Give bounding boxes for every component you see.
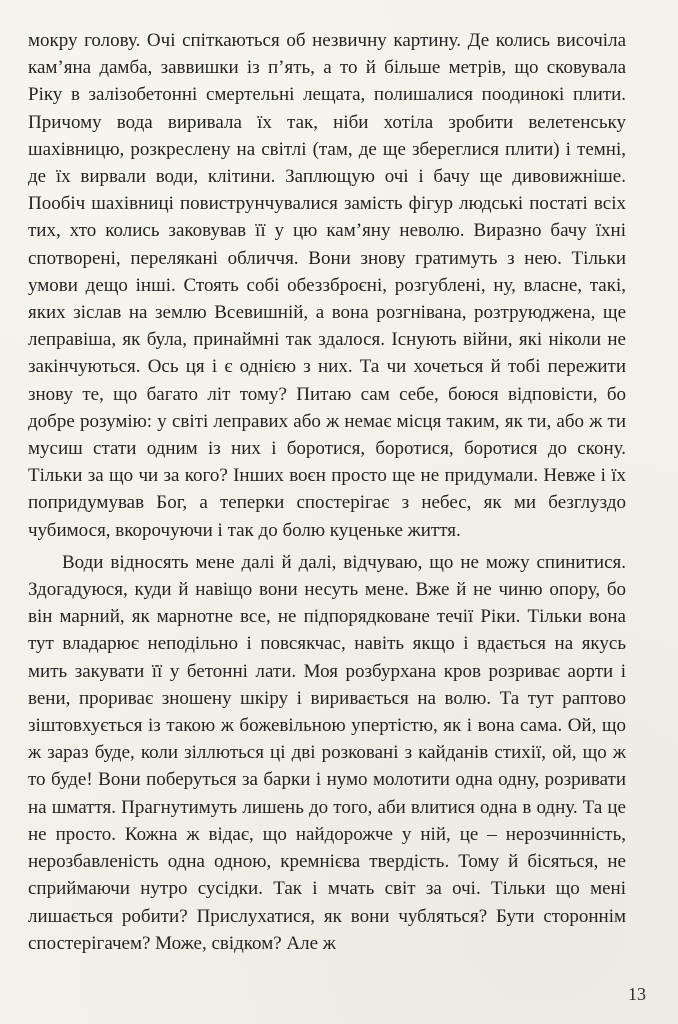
paragraph-1: мокру голову. Очі спіткаються об незвичну картину. Де колись височіла кам’яна дамба, заввишки із п’ять, а то й більше метрів, що сковувала Ріку в залізобетонні смертельні лещата, полишалися поодинокі плити. Причому вода виривала їх так, ніби хотіла зробити велетенську шахівницю, розкреслену на світлі (там, де ще збереглися плити) і темні, де їх вирвали води, клітини. Заплющую очі і бачу ще дивовижніше. Пообіч шахівниці повиструнчувалися замість фігур людські постаті всіх тих, хто колись заковував її у цю кам’яну неволю. Виразно бачу їхні спотворені, перелякані обличчя. Вони знову гратимуть з нею. Тільки умови дещо інші. Стоять собі обеззброєні, розгублені, ну, власне, такі, яких зіслав на землю Всевишній, а вона розгнівана, розтруюджена, ще леправіша, як була, принаймні так здалося. Існують війни, які ніколи не закінчуються. Ось ця і є однією з них. Та чи хочеться й тобі пережити знову те, що багато літ тому? Питаю сам себе, боюся відповісти, бо добре розумію: у світі леправих або ж немає місця таким, як ти, або ж ти мусиш стати одним із них і боротися, боротися, боротися до скону. Тільки за що чи за кого? Інших воєн просто ще не придумали. Невже і їх попридумував Бог, а теперки спостерігає з небес, як ми безглуздо чубимося, вкорочуючи і так до болю куценьке життя. bbox=[28, 30, 626, 541]
paragraph-2: Води відносять мене далі й далі, відчуваю, що не можу спинитися. Здогадуюся, куди й навіщо вони несуть мене. Вже й не чиню опору, бо він марний, як марнотне все, не підпорядковане течії Ріки. Тільки вона тут владарює неподільно і повсякчас, навіть якщо і вдається на якусь мить закувати її у бетонні лати. Моя розбурхана кров розриває аорти і вени, прориває зношену шкіру і виривається на волю. Та тут раптово зіштовхується із такою ж божевільною упертістю, як і вона сама. Ой, що ж зараз буде, коли зіллються ці дві розковані з кайданів стихії, ой, що ж то буде! Вони поберуться за барки і нумо молотити одна одну, розривати на шмаття. Прагнутимуть лишень до того, аби влитися одна в одну. Та це не просто. Кожна ж відає, що найдорожче у ній, це – нерозчинність, нерозбавленість одна одною, кремнієва твердість. Тому й бісяться, не сприймаючи нутро сусідки. Так і мчать світ за очі. Тільки що мені лишається робити? Прислухатися, як вони чубляться? Бути стороннім спостерігачем? Може, свідком? Але ж bbox=[28, 551, 626, 954]
page-number: 13 bbox=[628, 984, 646, 1004]
body-text bbox=[28, 27, 626, 957]
